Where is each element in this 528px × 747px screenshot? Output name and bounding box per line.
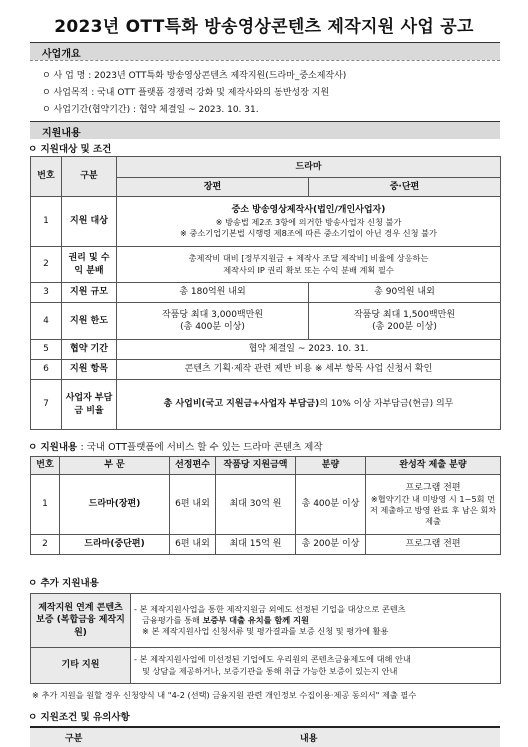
header-mid: 중·단편 (309, 178, 501, 197)
table-row: 제작지원 연계 콘텐츠보증 (복합금융 제작지원) - 본 제작지원사업을 통한 제작지원금 외에도 선정된 기업을 대상으로 콘텐츠 금융평가를 통해 보증부 대출 유치를 함께 지원 ※ 본 제작지원사업 신청서류 및 평가결과를 보증 신청 및 평가에 활용 (31, 594, 501, 648)
header-division: 부 문 (60, 457, 170, 475)
table-row: 6 지원 항목 콘텐츠 기획·제작 관련 제반 비용 ※ 세부 항목 사업 신청서 확인 (31, 360, 501, 380)
page-title: 2023년 OTT특화 방송영상콘텐츠 제작지원 사업 공고 (54, 17, 474, 37)
overview-item: ㅇ 사 업 명 : 2023년 OTT특화 방송영상콘텐츠 제작지원(드라마_중소제작사) (42, 71, 347, 81)
header-no: 번호 (31, 157, 62, 197)
table-row: 5 협약 기간 협약 체결일 ~ 2023. 10. 31. (31, 340, 501, 360)
header-submission: 완성작 제출 분량 (366, 457, 501, 475)
subheading-conditions: ㅇ 지원조건 및 유의사항 (28, 712, 130, 723)
table-row: 1 지원 대상 중소 방송영상제작사(법인/개인사업자) ※ 방송법 제2조 3항에 의거한 방송사업자 신청 불가 ※ 중소기업기본법 시행령 제8조에 따른 중소기업이 아닌 경우 신청 불가 (31, 197, 501, 247)
header-category: 구분 (62, 157, 117, 197)
table-row: 2 드라마(중단편) 6편 내외 최대 15억 원 총 200분 이상 프로그램 전편 (31, 535, 501, 555)
conditions-table-header: 구분 내용 (30, 728, 500, 747)
table-row: 4 지원 한도 작품당 최대 3,000백만원 (총 400분 이상) 작품당 최대 1,500백만원 (총 200분 이상) (31, 303, 501, 340)
overview-item: ㅇ 사업기간(협약기간) : 협약 체결일 ~ 2023. 10. 31. (42, 105, 259, 115)
header-volume: 분량 (296, 457, 366, 475)
table-row: 1 드라마(장편) 6편 내외 최대 30억 원 총 400분 이상 프로그램 전편 ※협약기간 내 미방영 시 1~5회 먼저 제출하고 방영 완료 후 남은 회차 제출 (31, 475, 501, 535)
overview-item: ㅇ 사업목적 : 국내 OTT 플랫폼 경쟁력 강화 및 제작사와의 동반성장 지원 (42, 88, 330, 98)
section-heading-support: 지원내용 (30, 121, 500, 139)
additional-support-table (30, 593, 501, 684)
header-amount: 작품당 지원금액 (216, 457, 296, 475)
overview-list (30, 68, 500, 119)
table-row: 2 권리 및 수익 분배 총제작비 대비 [정부지원금 + 제작사 조달 제작비] 비율에 상응하는 제작사의 IP 권리 확보 또는 수익 분배 계획 필수 (31, 247, 501, 283)
table-row: 기타 지원 - 본 제작지원사업에 미선정된 기업에도 우리원의 콘텐츠금융제도에 대해 안내 및 상담을 제공하거나, 보증기관을 통해 취급 가능한 보증이 있는지 안내 (31, 648, 501, 684)
table-row: 7 사업자 부담금 비율 총 사업비(국고 지원금+사업자 부담금)의 10% 이상 자부담금(현금) 의무 (31, 380, 501, 430)
divider (30, 60, 500, 61)
header-count: 선정편수 (170, 457, 216, 475)
section-heading-overview: 사업개요 (30, 42, 500, 60)
header-long: 장편 (117, 178, 309, 197)
header-no: 번호 (31, 457, 60, 475)
header-drama: 드라마 (117, 157, 501, 178)
subheading-additional: ㅇ 추가 지원내용 (28, 578, 99, 589)
support-target-table (30, 156, 501, 430)
support-content-table (30, 456, 501, 555)
subheading-content: ㅇ 지원내용 : 국내 OTT플랫폼에 서비스 할 수 있는 드라마 콘텐츠 제작 (28, 442, 323, 453)
note: ※ 추가 지원을 원할 경우 신청양식 내 "4-2 (선택) 금융지원 관련 개인정보 수집이용·제공 동의서" 제출 필수 (32, 690, 417, 700)
table-row: 3 지원 규모 총 180억원 내외 총 90억원 내외 (31, 283, 501, 303)
subheading-target: ㅇ 지원대상 및 조건 (28, 144, 112, 155)
